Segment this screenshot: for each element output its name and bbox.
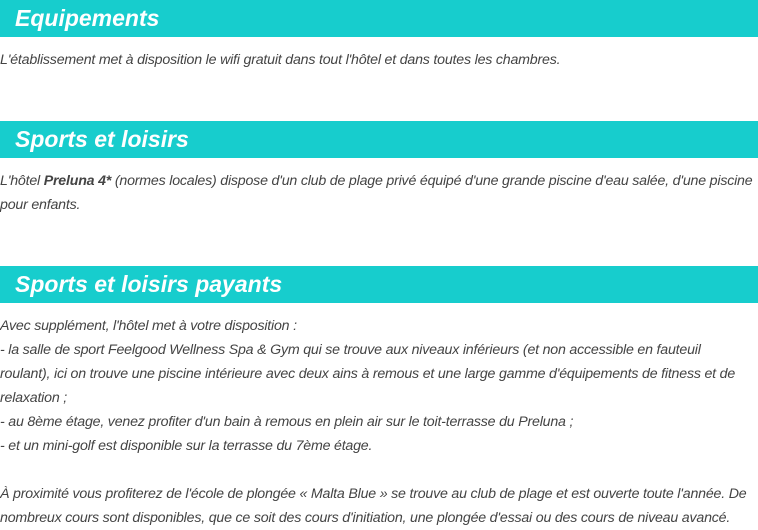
section-title-equipements: Equipements: [15, 5, 160, 31]
paragraph-spacer: [0, 458, 758, 482]
equipements-text: [0, 48, 758, 72]
payants-line: - au 8ème étage, venez profiter d'un bain à remous en plein air sur le toit-terrasse du Preluna ;: [0, 414, 574, 430]
sports-line-1: [0, 169, 758, 193]
section-sports-loisirs-payants: [0, 266, 758, 530]
sports-prefix: L'hôtel: [0, 173, 44, 189]
payants-line: - et un mini-golf est disponible sur la terrasse du 7ème étage.: [0, 438, 373, 454]
section-title-sports-loisirs: Sports et loisirs: [15, 126, 189, 152]
payants-line: relaxation ;: [0, 390, 67, 406]
section-header-sports-loisirs: [0, 121, 758, 158]
sports-line-2: pour enfants.: [0, 197, 81, 213]
payants-para2-line: nombreux cours sont disponibles, que ce soit des cours d'initiation, une plongée d'essai ou des cours de niveau avancé.: [0, 510, 731, 526]
section-equipements: [0, 0, 758, 72]
payants-line: - la salle de sport Feelgood Wellness Spa & Gym qui se trouve aux niveaux inférieurs (et non accessible en fauteuil: [0, 342, 701, 358]
payants-text: [0, 314, 758, 530]
sports-line1-rest: (normes locales) dispose d'un club de plage privé équipé d'une grande piscine d'eau salée, d'une piscine: [111, 173, 753, 189]
section-header-payants: [0, 266, 758, 303]
section-title-payants: Sports et loisirs payants: [15, 271, 283, 297]
payants-para2-line: À proximité vous profiterez de l'école de plongée « Malta Blue » se trouve au club de plage et est ouverte toute l'année. De: [0, 486, 747, 502]
hotel-name: Preluna 4*: [43, 173, 112, 189]
payants-line: Avec supplément, l'hôtel met à votre disposition :: [0, 318, 297, 334]
sports-text: [0, 169, 758, 217]
section-sports-loisirs: [0, 121, 758, 217]
payants-line: roulant), ici on trouve une piscine intérieure avec deux ains à remous et une large gamme d'équipements de fitness et de: [0, 366, 736, 382]
section-header-equipements: [0, 0, 758, 37]
equipements-line: L'établissement met à disposition le wifi gratuit dans tout l'hôtel et dans toutes les chambres.: [0, 52, 561, 68]
